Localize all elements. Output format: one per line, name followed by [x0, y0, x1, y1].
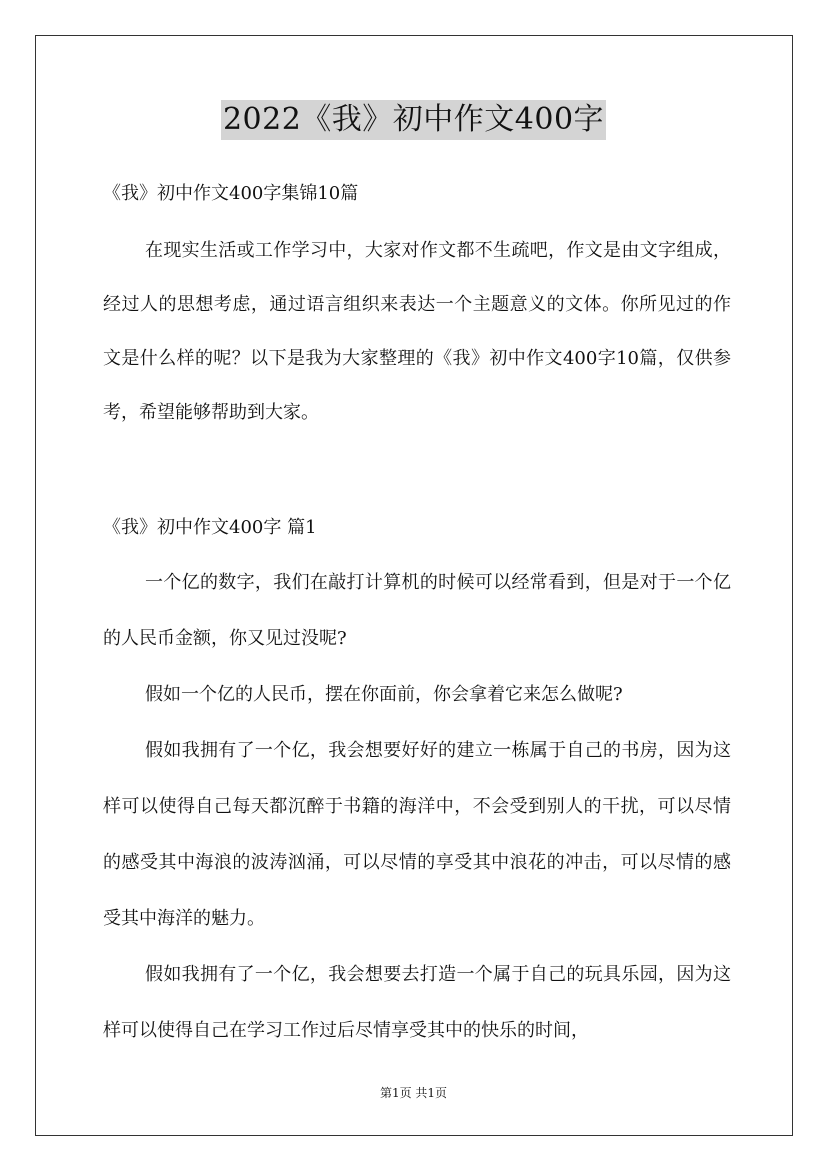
body-paragraph-2: 假如一个亿的人民币，摆在你面前，你会拿着它来怎么做呢?	[145, 684, 623, 705]
body-paragraph-3: 假如我拥有了一个亿，我会想要好好的建立一栋属于自己的书房，因为这样可以使得自己每天都沉醉于书籍的海洋中，不会受到别人的干扰，可以尽情的感受其中海浪的波涛汹涌，可以尽情的享受其中浪花的冲击，可以尽情的感受其中海洋的魅力。	[103, 740, 731, 929]
body-paragraph-1: 一个亿的数字，我们在敲打计算机的时候可以经常看到，但是对于一个亿的人民币金额，你又见过没呢?	[103, 572, 731, 649]
document-title: 2022《我》初中作文400字	[221, 100, 606, 140]
page-footer: 第1页 共1页	[379, 1086, 448, 1100]
title-container	[0, 100, 827, 140]
document-subtitle: 《我》初中作文400字集锦10篇	[103, 183, 359, 204]
section-heading: 《我》初中作文400字 篇1	[103, 517, 317, 538]
intro-paragraph: 在现实生活或工作学习中，大家对作文都不生疏吧，作文是由文字组成，经过人的思想考虑，通过语言组织来表达一个主题意义的文体。你所见过的作文是什么样的呢？以下是我为大家整理的《我》初中作文400字10篇，仅供参考，希望能够帮助到大家。	[103, 240, 731, 423]
document-body	[103, 174, 731, 1059]
body-paragraph-4: 假如我拥有了一个亿，我会想要去打造一个属于自己的玩具乐园，因为这样可以使得自己在学习工作过后尽情享受其中的快乐的时间，	[103, 964, 731, 1041]
